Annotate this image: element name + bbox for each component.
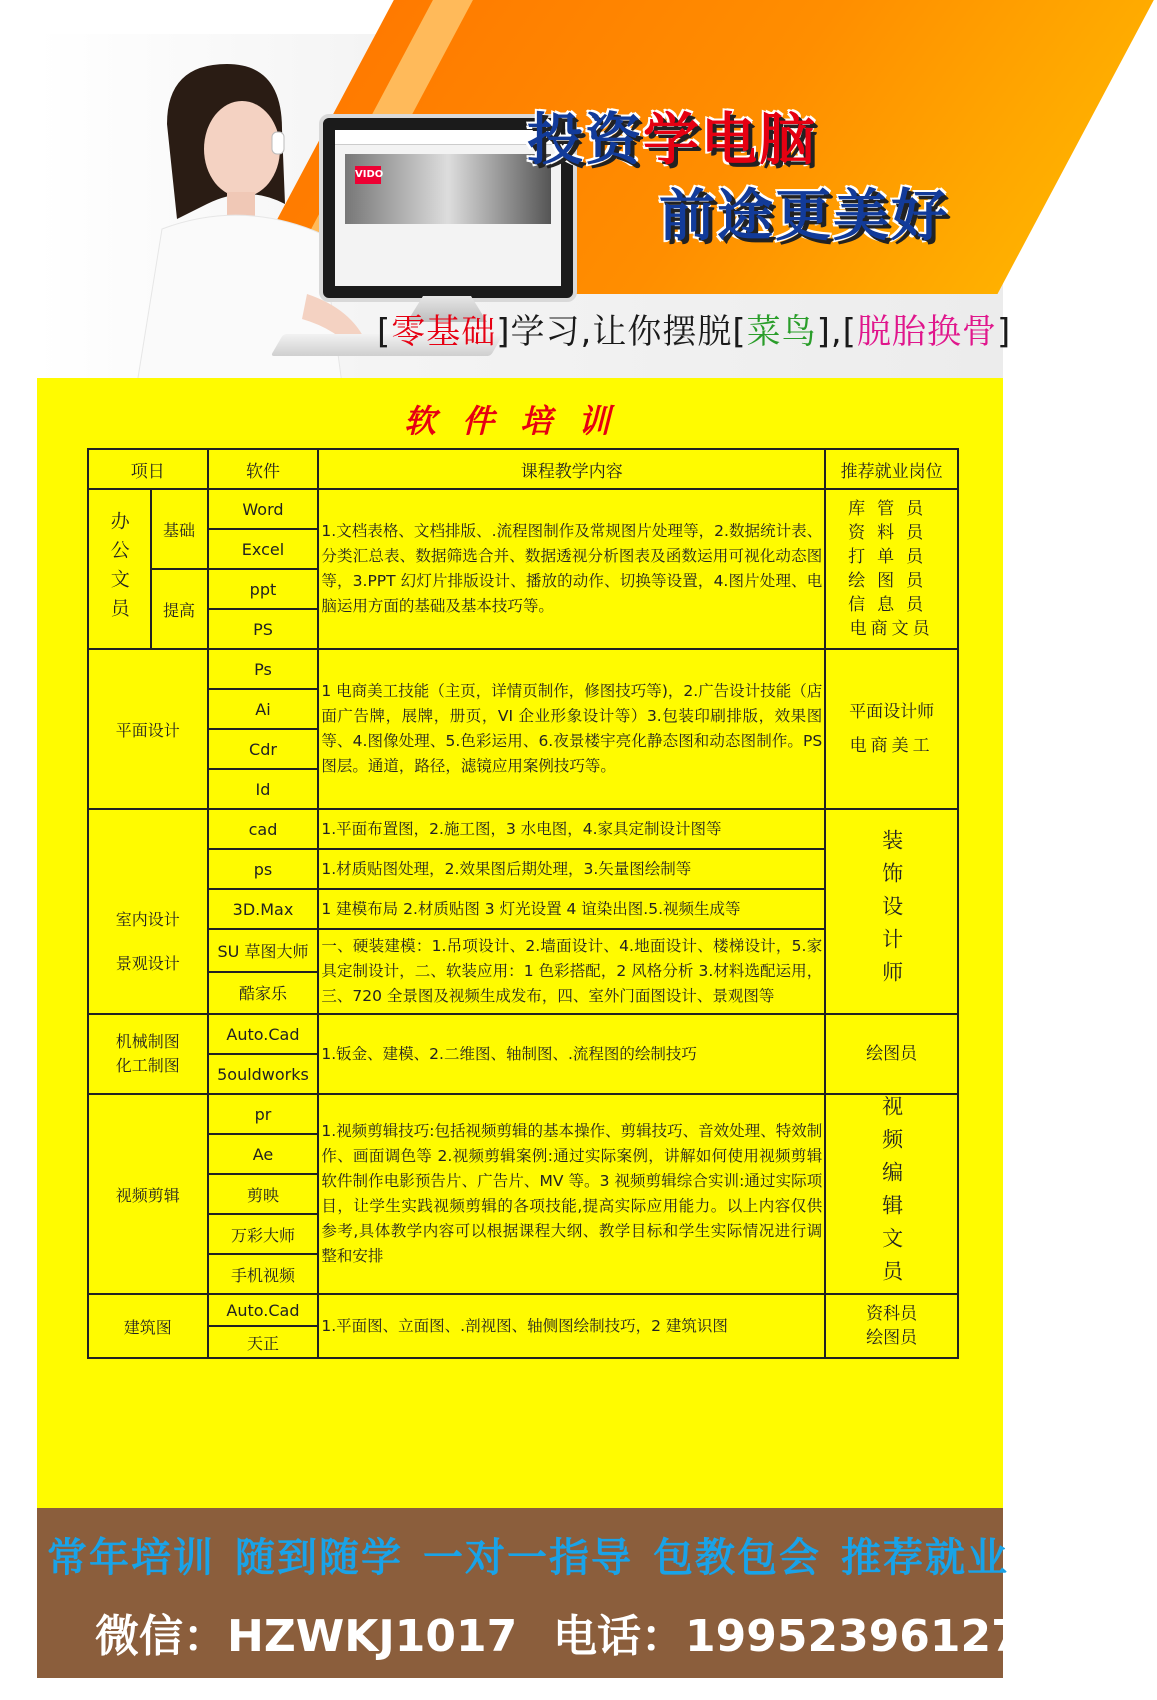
header-content: 课程教学内容: [318, 449, 825, 489]
software-su: SU 草图大师: [208, 929, 319, 972]
slogan-pink: 脱胎换骨: [856, 312, 997, 352]
section-title: 软件培训: [403, 402, 636, 440]
category-mechanical-1: 机械制图: [115, 1032, 180, 1051]
slogan-red: 零基础: [391, 312, 497, 352]
category-interior-2: 景观设计: [115, 953, 180, 973]
interior-content-ps: 1.材质贴图处理，2.效果图后期处理，3.矢量图绘制等: [318, 849, 825, 889]
software-pr: pr: [208, 1094, 319, 1134]
subcategory-advanced: 提高: [151, 569, 208, 649]
table-row: [88, 649, 958, 689]
software-autocad: Auto.Cad: [208, 1294, 319, 1326]
interior-jobs-cell: [825, 809, 958, 1014]
interior-jobs: 装饰设计师: [879, 829, 904, 994]
architecture-content: 1.平面图、立面图、.剖视图、轴侧图绘制技巧，2 建筑识图: [318, 1294, 825, 1358]
software-id: Id: [208, 769, 319, 809]
video-content: 1.视频剪辑技巧:包括视频剪辑的基本操作、剪辑技巧、音效处理、特效制作、画面调色等 2.视频剪辑案例:通过实际案例，讲解如何使用视频剪辑软件制作电影预告片、广告片、MV 等。3 视频剪辑综合实训:通过实际项目，让学生实践视频剪辑的各项技能,提高实际应用能力。以上内容仅供参考,具体教学内容可以根据课程大纲、教学目标和学生实际情况进行调整和安排: [318, 1094, 825, 1294]
graphic-content: 1 电商美工技能（主页，详情页制作，修图技巧等)，2.广告设计技能（店面广告牌，展牌，册页，VI 企业形象设计等）3.包装印刷排版，效果图等、4.图像处理、5.色彩运用、6.夜景楼宇亮化静态图和动态图制作。PS 图层。通道，路径，滤镜应用案例技巧等。: [318, 649, 825, 809]
graphic-jobs: [825, 649, 958, 809]
software-ai: Ai: [208, 689, 319, 729]
phone-contact: 电话：19952396127: [553, 1611, 1022, 1662]
office-content: 1.文档表格、文档排版、.流程图制作及常规图片处理等，2.数据统计表、分类汇总表、数据筛选合并、数据透视分析图表及函数运用可视化动态图等，3.PPT 幻灯片排版设计、播放的动作、切换等设置，4.图片处理、电脑运用方面的基础及基本技巧等。: [318, 489, 825, 649]
banner-slogan: [377, 304, 1011, 353]
title-highlight: 学电脑: [643, 108, 817, 173]
office-jobs: [825, 489, 958, 649]
slogan-bracket: [: [377, 312, 392, 352]
feature-item: 随到随学: [235, 1535, 403, 1581]
job-item: 库管员: [848, 499, 936, 519]
header-project: 项日: [88, 449, 208, 489]
software-ae: Ae: [208, 1134, 319, 1174]
software-tangent: 天正: [208, 1326, 319, 1358]
job-item: 绘图员: [848, 571, 936, 591]
screen-logo: VIDO: [355, 166, 381, 184]
wechat-contact: 微信：HZWKJ1017: [95, 1611, 518, 1662]
software-cdr: Cdr: [208, 729, 319, 769]
job-item: 电商美工: [849, 736, 934, 756]
category-mechanical: [88, 1014, 208, 1094]
interior-content-su: 一、硬装建模：1.吊项设计、2.墙面设计、4.地面设计、楼梯设计，5.家具定制设计，二、软装应用：1 色彩搭配，2 风格分析 3.材料选配运用，三、720 全景图及视频生成发布，四、室外门面图设计、景观图等: [318, 929, 825, 1014]
feature-item: 一对一指导: [423, 1535, 633, 1581]
software-ps: Ps: [208, 649, 319, 689]
slogan-text-1: ]学习,让你摆脱[: [496, 312, 747, 352]
software-ps: ps: [208, 849, 319, 889]
interior-content-3d: 1 建模布局 2.材质贴图 3 灯光设置 4 谊染出图.5.视频生成等: [318, 889, 825, 929]
software-solidworks: 5ouldworks: [208, 1054, 319, 1094]
job-item: 电商文员: [849, 619, 934, 639]
features-line: [37, 1526, 1009, 1583]
architecture-jobs: [825, 1294, 958, 1358]
course-table: [87, 448, 959, 1359]
software-autocad: Auto.Cad: [208, 1014, 319, 1054]
job-item: 信息员: [848, 595, 936, 615]
banner-title: [527, 96, 817, 176]
job-item: 平面设计师: [849, 702, 935, 722]
software-3dmax: 3D.Max: [208, 889, 319, 929]
category-architecture: 建筑图: [88, 1294, 208, 1358]
software-jianying: 剪映: [208, 1174, 319, 1214]
software-phone-video: 手机视频: [208, 1254, 319, 1294]
category-office: 办公文员: [107, 511, 130, 627]
category-cell: [88, 489, 151, 649]
slogan-text-3: ]: [996, 312, 1012, 352]
slogan-text-2: ],[: [816, 312, 857, 352]
feature-item: 包教包会: [653, 1535, 821, 1581]
table-row: [88, 489, 958, 529]
job-item: 资科员: [866, 1304, 918, 1324]
software-excel: Excel: [208, 529, 319, 569]
mechanical-jobs: 绘图员: [825, 1014, 958, 1094]
table-row: [88, 1014, 958, 1054]
software-ppt: ppt: [208, 569, 319, 609]
software-word: Word: [208, 489, 319, 529]
header-jobs: 推荐就业岗位: [825, 449, 958, 489]
contact-bar: [37, 1508, 1022, 1678]
subcategory-basic: 基础: [151, 489, 208, 569]
category-graphic: 平面设计: [88, 649, 208, 809]
mechanical-content: 1.钣金、建模、2.二维图、轴制图、.流程图的绘制技巧: [318, 1014, 825, 1094]
software-wancai: 万彩大师: [208, 1214, 319, 1254]
banner: [37, 34, 1012, 378]
category-interior: [88, 809, 208, 1014]
category-video: 视频剪辑: [88, 1094, 208, 1294]
job-item: 资料员: [848, 523, 936, 543]
category-interior-1: 室内设计: [115, 909, 180, 929]
feature-item: 常年培训: [47, 1535, 215, 1581]
table-row: [88, 809, 958, 849]
job-item: 打单员: [848, 547, 936, 567]
title-prefix: 投资: [527, 108, 643, 173]
slogan-green: 菜鸟: [746, 312, 817, 352]
table-header-row: [88, 449, 958, 489]
interior-content-cad: 1.平面布置图，2.施工图，3 水电图，4.家具定制设计图等: [318, 809, 825, 849]
job-item: 绘图员: [866, 1328, 918, 1348]
category-mechanical-2: 化工制图: [115, 1056, 180, 1075]
banner-subtitle: 前途更美好: [659, 184, 949, 249]
video-jobs: 视频编辑文员: [879, 1095, 904, 1293]
software-cad: cad: [208, 809, 319, 849]
course-section: [37, 378, 1003, 1508]
table-row: [88, 1094, 958, 1134]
feature-item: 推荐就业: [841, 1535, 1009, 1581]
header-software: 软件: [208, 449, 319, 489]
software-ps: PS: [208, 609, 319, 649]
table-row: [88, 1294, 958, 1326]
software-kujiale: 酷家乐: [208, 972, 319, 1015]
screen-hero: [345, 154, 551, 224]
video-jobs-cell: [825, 1094, 958, 1294]
